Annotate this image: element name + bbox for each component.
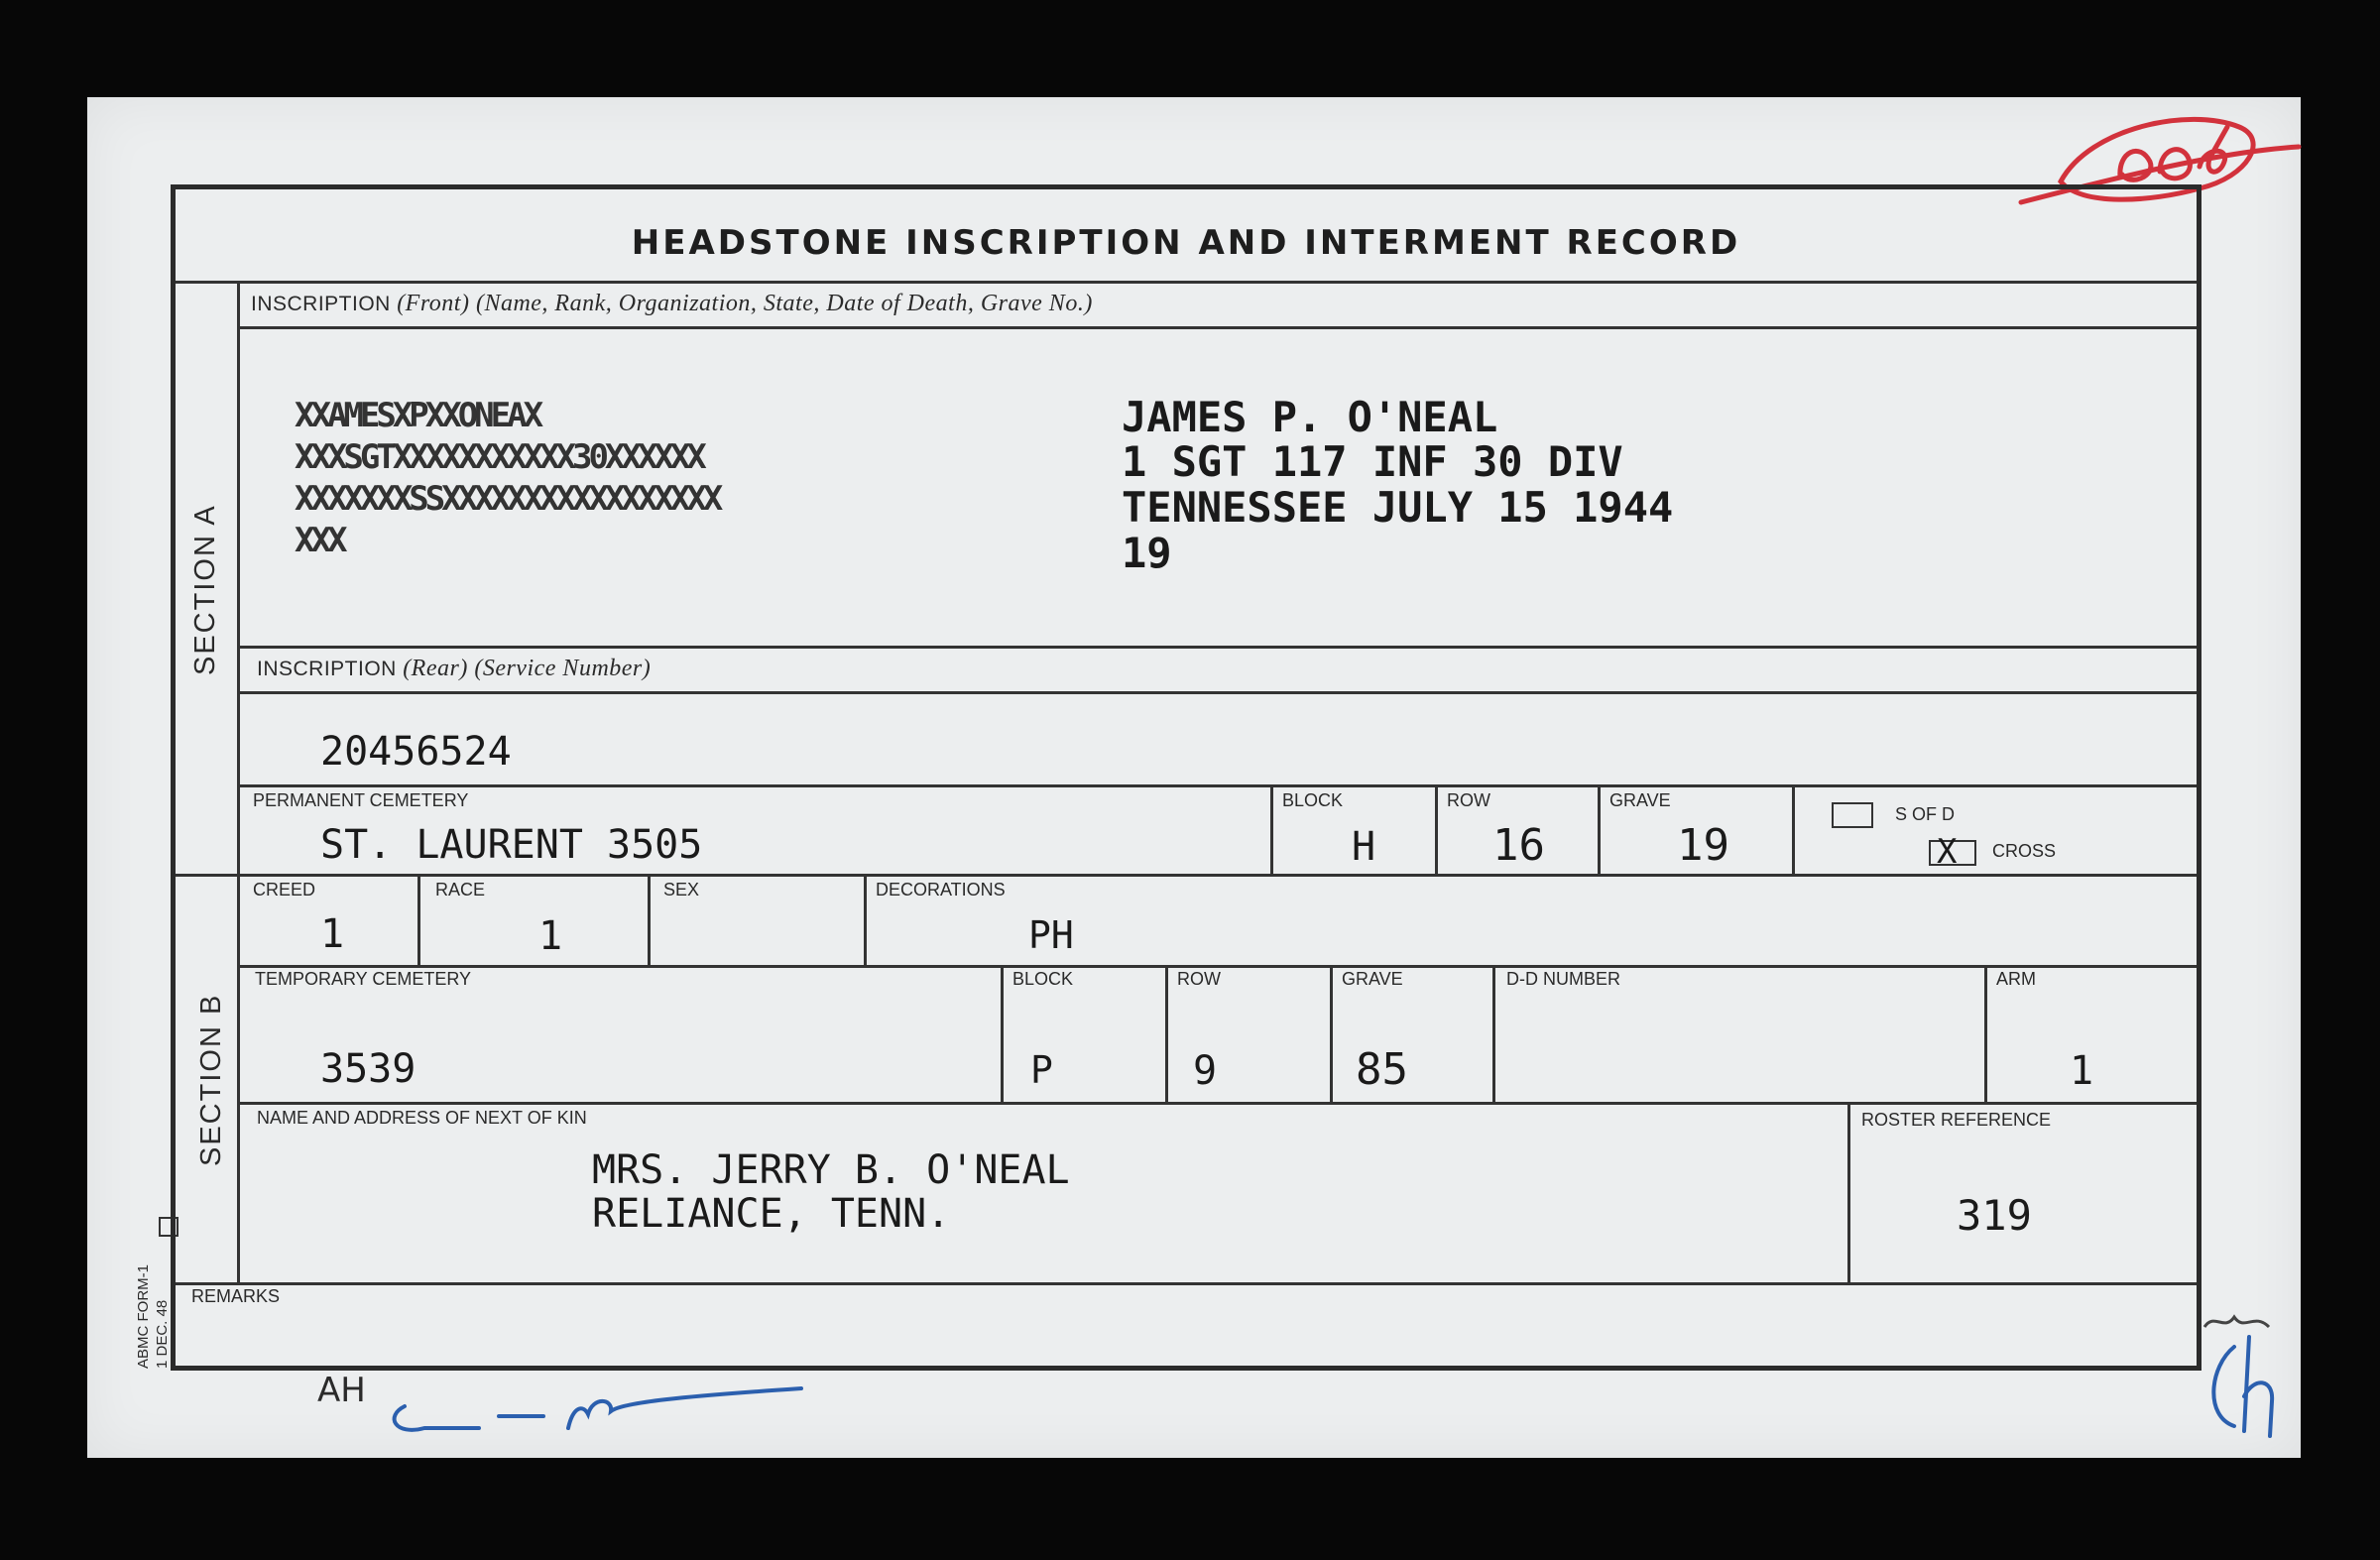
creed-label: CREED [253,880,316,900]
divider [1984,965,1987,1102]
cross-check-mark: X [1937,832,1958,872]
rear-label-prefix: INSCRIPTION [257,658,397,680]
inscription-line-4: 19 [1122,529,1172,577]
temp-row-value: 9 [1193,1048,1218,1094]
divider [648,874,651,965]
permanent-cemetery-value: ST. LAURENT 3505 [320,822,703,868]
struck-line-1: XXAMESXPXXONEAX [295,396,540,435]
inscription-line-1: JAMES P. O'NEAL [1122,393,1498,441]
front-bottom-rule [237,646,2197,649]
divider [1165,965,1168,1102]
rear-inscription-label [257,656,651,682]
form-date-text: 1 DEC. 48 [154,1299,171,1369]
temp-row-label: ROW [1177,969,1221,989]
remarks-label: REMARKS [191,1286,281,1306]
temp-block-label: BLOCK [1012,969,1074,989]
divider [417,874,420,965]
grave-label: GRAVE [1609,790,1671,810]
row-label: ROW [1447,790,1490,810]
temp-grave-value: 85 [1356,1044,1408,1095]
race-label: RACE [435,880,486,900]
decorations-label: DECORATIONS [876,880,1006,900]
divider [1847,1102,1850,1282]
sex-label: SEX [663,880,700,900]
roster-reference-label: ROSTER REFERENCE [1861,1110,2052,1130]
struck-line-3: XXXXXXXSSXXXXXXXXXXXXXXXXX [295,479,720,519]
blue-scribble-mark [385,1367,821,1446]
service-number: 20456524 [320,729,512,775]
decorations-value: PH [1028,913,1074,957]
section-b-bottom-rule [176,1282,2197,1285]
dd-number-label: D-D NUMBER [1506,969,1620,989]
roster-reference-value: 319 [1957,1191,2032,1240]
struck-line-2: XXXSGTXXXXXXXXXXX30XXXXXX [295,437,703,477]
rear-bottom-rule [237,784,2197,787]
divider [1270,784,1273,874]
blue-margin-mark [2195,1307,2304,1446]
section-a-bottom-rule [176,874,2197,877]
permanent-cemetery-label: PERMANENT CEMETERY [253,790,469,810]
row-value: 16 [1492,820,1545,871]
form-title: HEADSTONE INSCRIPTION AND INTERMENT RECORD [631,223,1741,263]
next-of-kin-line-1: MRS. JERRY B. O'NEAL [592,1147,1070,1193]
divider [1001,965,1004,1102]
form-number-text: ABMC FORM-1 [135,1264,152,1369]
creed-value: 1 [320,911,345,957]
divider [1435,784,1438,874]
divider [864,874,867,965]
struck-line-4: XXX [295,521,344,560]
front-label-italic: (Front) (Name, Rank, Organization, State, Date of Death, Grave No.) [397,291,1093,316]
inscription-line-3: TENNESSEE JULY 15 1944 [1122,483,1674,532]
block-label: BLOCK [1282,790,1344,810]
front-label-rule [237,326,2197,329]
s-of-d-checkbox[interactable] [1832,802,1873,828]
temp-block-value: P [1030,1048,1053,1092]
section-a-label: SECTION A [189,504,221,675]
rear-label-rule [237,691,2197,694]
front-label-prefix: INSCRIPTION [251,293,391,315]
record-form [171,184,2202,1371]
divider [1792,784,1795,874]
temp-grave-label: GRAVE [1342,969,1403,989]
handwritten-initials: AH [317,1371,366,1410]
divider [1492,965,1495,1102]
rear-label-italic: (Rear) (Service Number) [403,656,652,681]
title-rule [176,281,2197,284]
grave-value: 19 [1677,820,1729,871]
block-value: H [1352,824,1376,870]
temporary-cemetery-label: TEMPORARY CEMETERY [255,969,472,989]
arm-value: 1 [2070,1048,2094,1094]
section-label-divider [237,281,240,1282]
section-b-label: SECTION B [195,993,227,1166]
next-of-kin-line-2: RELIANCE, TENN. [592,1191,951,1237]
front-inscription-label [251,291,1093,317]
form-number [134,1170,172,1369]
temporary-cemetery-value: 3539 [320,1046,416,1092]
creed-row-bottom-rule [237,965,2197,968]
cross-label: CROSS [1992,841,2057,861]
arm-label: ARM [1996,969,2036,989]
s-of-d-label: S OF D [1895,804,1956,824]
race-value: 1 [538,913,563,959]
next-of-kin-label: NAME AND ADDRESS OF NEXT OF KIN [257,1108,587,1128]
temp-row-bottom-rule [237,1102,2197,1105]
inscription-line-2: 1 SGT 117 INF 30 DIV [1122,437,1623,486]
divider [1598,784,1601,874]
divider [1330,965,1333,1102]
